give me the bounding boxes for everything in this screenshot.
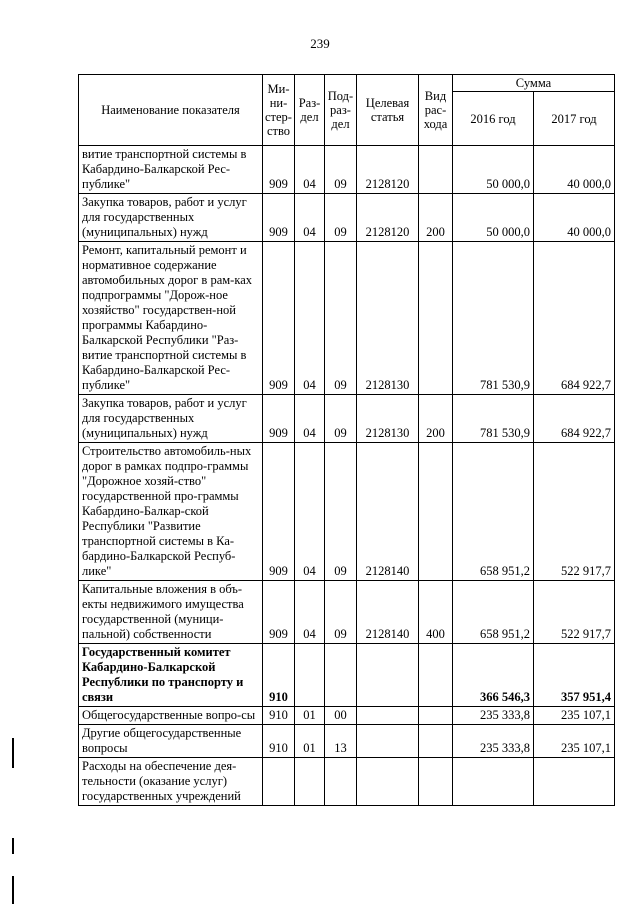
table-row [79,146,615,194]
row-sum-2017: 684 922,7 [534,242,615,395]
row-subsection: 09 [325,194,357,242]
row-ministry: 910 [263,707,295,725]
row-sum-2016: 781 530,9 [453,395,534,443]
row-section [295,644,325,707]
row-sum-2016 [453,758,534,806]
table-row [79,707,615,725]
row-ministry: 910 [263,644,295,707]
row-subsection [325,644,357,707]
row-target [357,725,419,758]
row-sum-2017: 522 917,7 [534,443,615,581]
row-sum-2016: 781 530,9 [453,242,534,395]
row-name: Государственный комитет Кабардино-Балкарской Республики по транспорту и связи [79,644,263,707]
margin-mark [12,738,14,768]
header-year-2016: 2016 год [453,92,534,146]
row-expense-type [419,725,453,758]
table-row [79,758,615,806]
header-ministry: Ми-ни-стер-ство [263,75,295,146]
row-section: 04 [295,194,325,242]
row-expense-type [419,644,453,707]
page-number: 239 [310,36,330,51]
row-name: Капитальные вложения в объ-екты недвижимого имущества государственной (муници-пальной) собственности [79,581,263,644]
row-sum-2017: 235 107,1 [534,707,615,725]
row-target: 2128120 [357,146,419,194]
row-target: 2128120 [357,194,419,242]
row-ministry [263,758,295,806]
row-section: 04 [295,581,325,644]
row-subsection: 09 [325,581,357,644]
row-sum-2017: 357 951,4 [534,644,615,707]
row-sum-2016: 366 546,3 [453,644,534,707]
table-row [79,644,615,707]
header-target: Целевая статья [357,75,419,146]
row-ministry: 910 [263,725,295,758]
row-section: 04 [295,395,325,443]
table-row [79,194,615,242]
row-section: 04 [295,242,325,395]
margin-mark [12,876,14,904]
row-subsection [325,758,357,806]
row-section [295,758,325,806]
row-sum-2016: 50 000,0 [453,194,534,242]
row-sum-2017 [534,758,615,806]
table-row [79,581,615,644]
row-expense-type: 400 [419,581,453,644]
row-subsection: 09 [325,395,357,443]
row-section: 04 [295,146,325,194]
row-ministry: 909 [263,194,295,242]
row-target [357,707,419,725]
row-expense-type [419,707,453,725]
row-sum-2016: 658 951,2 [453,581,534,644]
table-row [79,395,615,443]
row-target [357,644,419,707]
row-expense-type [419,758,453,806]
row-target: 2128140 [357,443,419,581]
row-section: 01 [295,707,325,725]
header-year-2017: 2017 год [534,92,615,146]
row-ministry: 909 [263,395,295,443]
row-expense-type [419,443,453,581]
row-ministry: 909 [263,443,295,581]
row-subsection: 00 [325,707,357,725]
row-target: 2128130 [357,242,419,395]
row-expense-type [419,242,453,395]
row-expense-type: 200 [419,194,453,242]
row-sum-2017: 684 922,7 [534,395,615,443]
row-sum-2016: 235 333,8 [453,725,534,758]
row-sum-2017: 40 000,0 [534,194,615,242]
table-row [79,242,615,395]
row-sum-2016: 50 000,0 [453,146,534,194]
row-ministry: 909 [263,242,295,395]
row-name: Общегосударственные вопро-сы [79,707,263,725]
row-section: 04 [295,443,325,581]
margin-mark [12,838,14,854]
row-subsection: 09 [325,443,357,581]
row-name: Ремонт, капитальный ремонт и нормативное содержание автомобильных дорог в рам-ках подпрограммы "Дорож-ное хозяйство" государствен-ной программы Кабардино-Балкарской Республики "Раз-витие транспортной системы в Кабардино-Балкарской Рес-публике" [79,242,263,395]
row-expense-type: 200 [419,395,453,443]
row-sum-2016: 235 333,8 [453,707,534,725]
budget-table [78,74,615,806]
table-row [79,725,615,758]
row-sum-2016: 658 951,2 [453,443,534,581]
header-subsection: Под-раз-дел [325,75,357,146]
row-section: 01 [295,725,325,758]
header-section: Раз-дел [295,75,325,146]
row-target: 2128130 [357,395,419,443]
row-name: Другие общегосударственные вопросы [79,725,263,758]
row-sum-2017: 40 000,0 [534,146,615,194]
row-subsection: 09 [325,146,357,194]
row-name: Строительство автомобиль-ных дорог в рамках подпро-граммы "Дорожное хозяй-ство" государственной про-граммы Кабардино-Балкар-ской Республики "Развитие транспортной системы в Ка-бардино-Балкарской Респуб-лике" [79,443,263,581]
row-subsection: 13 [325,725,357,758]
row-target: 2128140 [357,581,419,644]
row-name: Закупка товаров, работ и услуг для государственных (муниципальных) нужд [79,395,263,443]
row-ministry: 909 [263,581,295,644]
row-ministry: 909 [263,146,295,194]
table-row [79,443,615,581]
header-sum: Сумма [453,75,615,92]
header-expense-type: Вид рас-хода [419,75,453,146]
row-name: Закупка товаров, работ и услуг для государственных (муниципальных) нужд [79,194,263,242]
row-expense-type [419,146,453,194]
row-sum-2017: 235 107,1 [534,725,615,758]
row-target [357,758,419,806]
row-name: витие транспортной системы в Кабардино-Балкарской Рес-публике" [79,146,263,194]
row-name: Расходы на обеспечение дея-тельности (оказание услуг) государственных учреждений [79,758,263,806]
row-sum-2017: 522 917,7 [534,581,615,644]
row-subsection: 09 [325,242,357,395]
header-name: Наименование показателя [79,75,263,146]
